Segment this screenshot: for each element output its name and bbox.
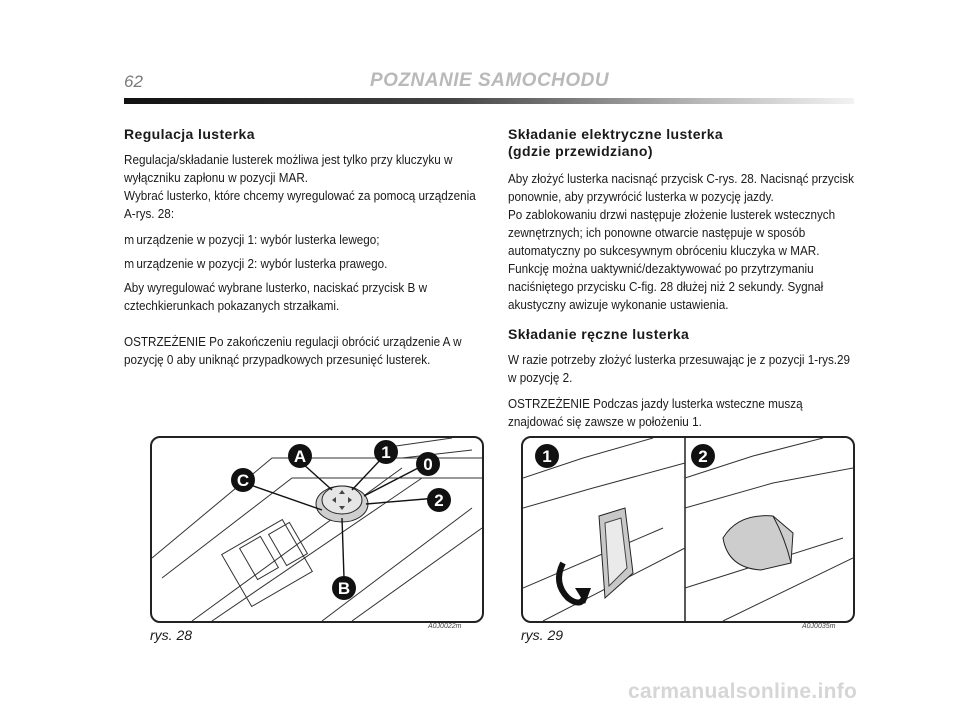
warning-paragraph: OSTRZEŻENIE Po zakończeniu regulacji obrócić urządzenie A w pozycję 0 aby uniknąć przypadkowych przesunięć lusterek. — [124, 334, 462, 367]
rotate-arrow-icon — [559, 563, 591, 604]
header-rule — [124, 98, 854, 104]
figure-28-caption: rys. 28 — [150, 627, 193, 643]
section-heading-electric-fold — [508, 126, 860, 160]
page-header-title: POZNANIE SAMOCHODU — [370, 70, 610, 91]
label-0: 0 — [423, 455, 433, 474]
figure-29-illustration — [521, 436, 855, 623]
page-number: 62 — [124, 72, 143, 91]
label-A: A — [293, 447, 307, 466]
label-1: 1 — [381, 443, 391, 462]
heading-line: (gdzie przewidziano) — [508, 143, 653, 159]
bullet-marker: m — [124, 233, 135, 247]
mirror-fold-drawing — [523, 438, 853, 621]
watermark-text: carmanualsonline.info — [628, 680, 858, 703]
label-2: 2 — [698, 447, 708, 466]
warning-paragraph: OSTRZEŻENIE Podczas jazdy lusterka wsteczne muszą znajdować się zawsze w położeniu 1. — [508, 396, 803, 429]
paragraph: Po zablokowaniu drzwi następuje złożenie lusterek wstecznych zewnętrznych; ich ponowne otwarcie następuje w sposób automatyczny po sukcesywnym obróceniu kluczyka w MAR. — [508, 207, 836, 258]
bullet-item — [124, 231, 476, 249]
mirror-knob — [316, 486, 368, 522]
paragraph: Aby złożyć lusterka nacisnąć przycisk C-rys. 28. Nacisnąć przycisk ponownie, aby przywrócić lusterka w pozycję jazdy. — [508, 171, 854, 204]
bullet-marker: m — [124, 257, 135, 271]
left-column — [124, 126, 476, 377]
label-B: B — [337, 579, 351, 598]
bullet-item — [124, 255, 476, 273]
figure-28-illustration — [150, 436, 484, 623]
right-column — [508, 126, 860, 439]
paragraph: Aby wyregulować wybrane lusterko, naciskać przycisk B w cztechkierunkach pokazanych strzałkami. — [124, 280, 428, 313]
figure-29-code: A0J0035m — [802, 623, 836, 630]
paragraph: Funkcję można uaktywnić/dezaktywować po przytrzymaniu naciśniętego przycisku C-fig. 28 dłużej niż 2 sekundy. Sygnał akustyczny awizuje wykonanie ustawienia. — [508, 261, 824, 312]
section-heading-manual-fold: Składanie ręczne lusterka — [508, 326, 690, 342]
bullet-text: urządzenie w pozycji 1: wybór lusterka lewego; — [136, 232, 380, 247]
bullet-text: urządzenie w pozycji 2: wybór lusterka prawego. — [136, 256, 388, 271]
paragraph: W razie potrzeby złożyć lusterka przesuwając je z pozycji 1-rys.29 w pozycję 2. — [508, 352, 851, 385]
label-1: 1 — [542, 447, 552, 466]
mirror-unfolded — [599, 508, 633, 598]
label-C: C — [236, 471, 250, 490]
section-heading-mirror-adjust: Regulacja lusterka — [124, 126, 255, 142]
paragraph: Wybrać lusterko, które chcemy wyregulować za pomocą urządzenia A-rys. 28: — [124, 188, 476, 221]
heading-line: Składanie elektryczne lusterka — [508, 126, 724, 142]
figure-28-code: A0J0022m — [428, 623, 462, 630]
figure-29-caption: rys. 29 — [521, 627, 564, 643]
label-2: 2 — [434, 491, 444, 510]
mirror-folded — [723, 516, 793, 570]
paragraph: Regulacja/składanie lusterek możliwa jest tylko przy kluczyku w wyłączniku zapłonu w pozycji MAR. — [124, 152, 453, 185]
door-switch-panel-drawing — [152, 438, 482, 621]
